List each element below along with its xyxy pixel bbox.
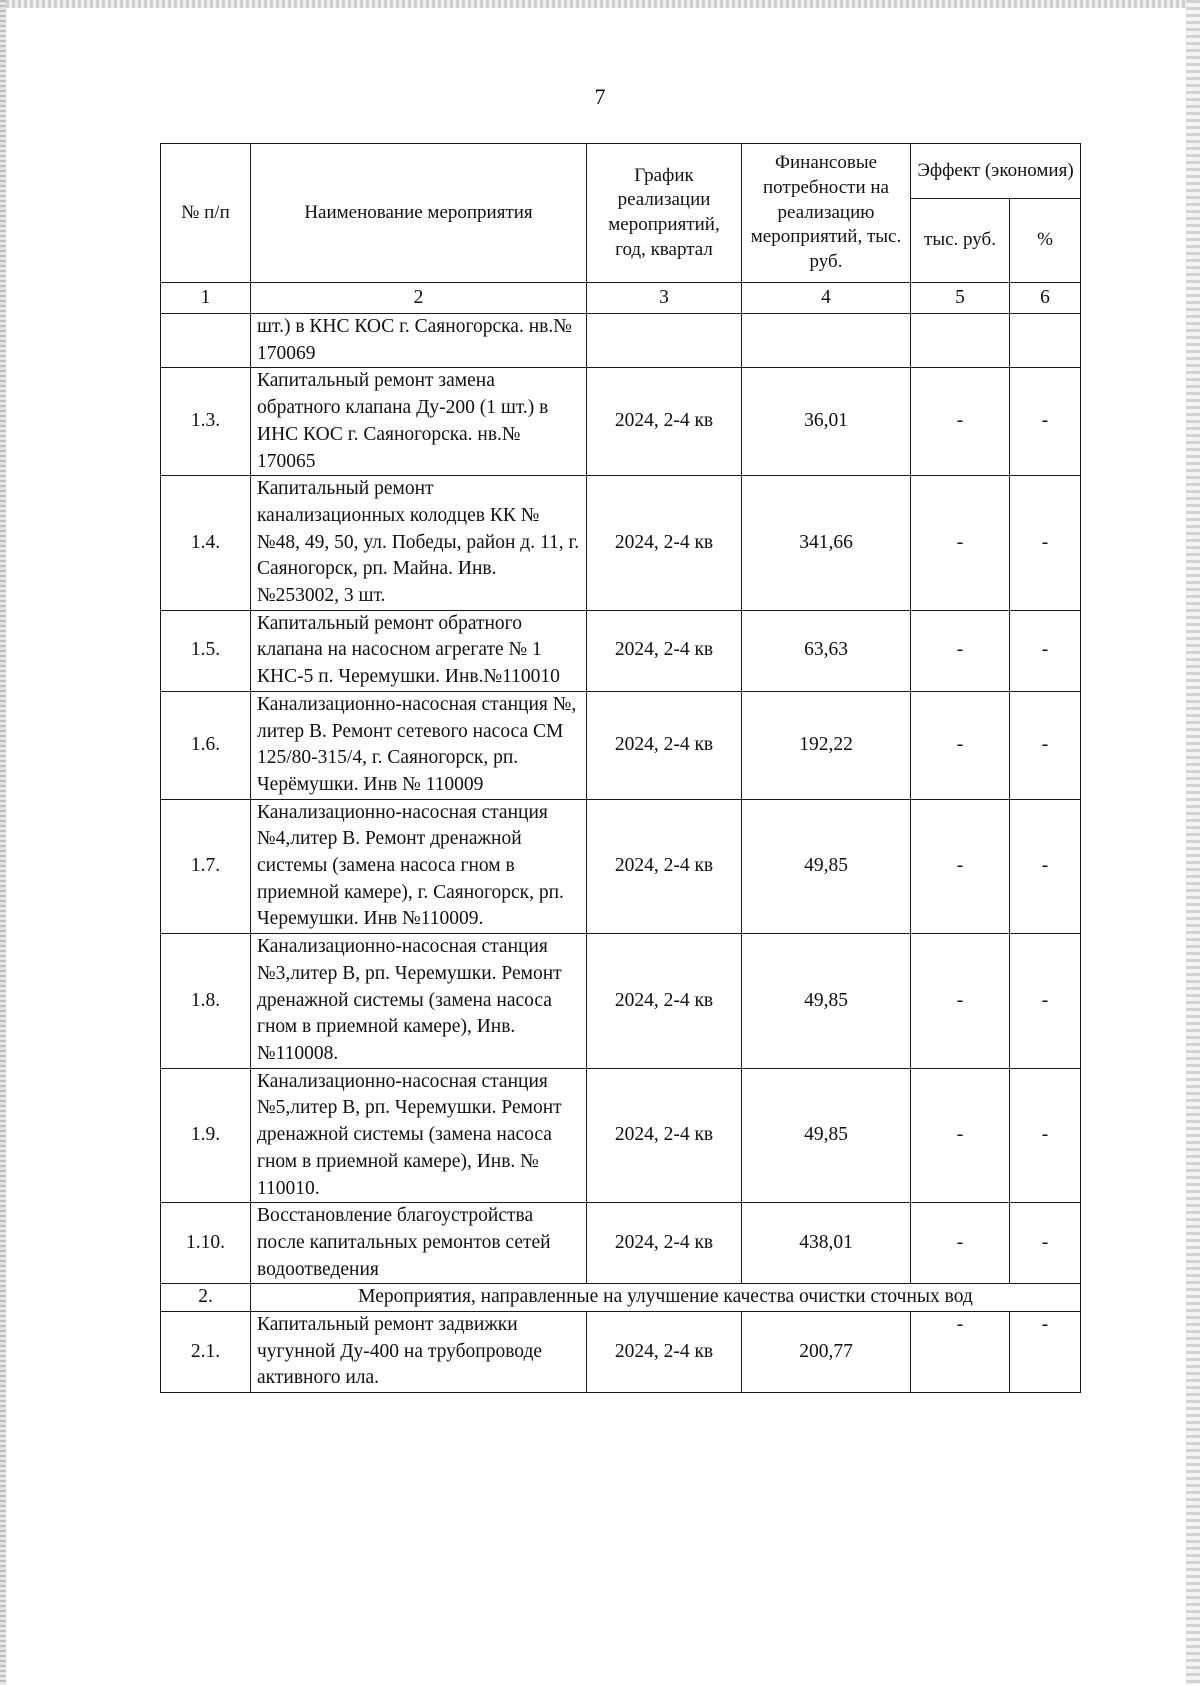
- table-row: [161, 476, 1081, 611]
- row-name: Канализационно-насосная станция №5,литер В, рп. Черемушки. Ремонт дренажной системы (замена насоса гном в приемной камере), Инв. № 110010.: [251, 1068, 587, 1203]
- table-row: [161, 314, 1081, 368]
- row-effect-pct: -: [1010, 368, 1081, 476]
- table-row: [161, 934, 1081, 1069]
- row-effect-rub: -: [911, 610, 1010, 691]
- row-schedule: [587, 314, 742, 368]
- row-name: Капитальный ремонт канализационных колодцев КК №№48, 49, 50, ул. Победы, район д. 11, г. Саяногорск, рп. Майна. Инв. №253002, 3 шт.: [251, 476, 587, 611]
- row-effect-pct: [1010, 314, 1081, 368]
- row-effect-rub: -: [911, 1203, 1010, 1284]
- row-effect-pct: -: [1010, 1312, 1081, 1393]
- table-row: [161, 1312, 1081, 1393]
- row-schedule: 2024, 2-4 кв: [587, 691, 742, 799]
- row-finance: 200,77: [742, 1312, 911, 1393]
- row-schedule: 2024, 2-4 кв: [587, 1203, 742, 1284]
- row-effect-rub: -: [911, 934, 1010, 1069]
- column-number: 5: [911, 283, 1010, 314]
- measures-table: [160, 143, 1081, 1393]
- header-schedule: График реализации мероприятий, год, квартал: [587, 144, 742, 283]
- section-title: Мероприятия, направленные на улучшение качества очистки сточных вод: [251, 1284, 1081, 1312]
- row-finance: [742, 314, 911, 368]
- row-effect-rub: -: [911, 691, 1010, 799]
- row-schedule: 2024, 2-4 кв: [587, 1312, 742, 1393]
- row-name: Канализационно-насосная станция №4,литер В. Ремонт дренажной системы (замена насоса гном в приемной камере), г. Саяногорск, рп. Черемушки. Инв №110009.: [251, 799, 587, 934]
- row-effect-pct: -: [1010, 1068, 1081, 1203]
- page-number: 7: [594, 84, 606, 109]
- scan-edge-left: [0, 0, 6, 1685]
- header-finance: Финансовые потребности на реализацию мероприятий, тыс. руб.: [742, 144, 911, 283]
- scan-edge-top: [0, 0, 1200, 8]
- row-num: 1.8.: [161, 934, 251, 1069]
- row-effect-rub: -: [911, 368, 1010, 476]
- table-header: [161, 144, 1081, 314]
- row-schedule: 2024, 2-4 кв: [587, 476, 742, 611]
- row-effect-rub: -: [911, 1068, 1010, 1203]
- row-schedule: 2024, 2-4 кв: [587, 1068, 742, 1203]
- row-finance: 49,85: [742, 934, 911, 1069]
- row-num: 1.7.: [161, 799, 251, 934]
- row-effect-rub: -: [911, 1312, 1010, 1393]
- column-number: 2: [251, 283, 587, 314]
- section-num: 2.: [161, 1284, 251, 1312]
- row-num: 1.5.: [161, 610, 251, 691]
- row-effect-pct: -: [1010, 934, 1081, 1069]
- row-schedule: 2024, 2-4 кв: [587, 610, 742, 691]
- header-effect-pct: %: [1010, 199, 1081, 283]
- table-row: [161, 610, 1081, 691]
- row-finance: 63,63: [742, 610, 911, 691]
- header-effect: Эффект (экономия): [911, 144, 1081, 199]
- row-name: Восстановление благоустройства после капитальных ремонтов сетей водоотведения: [251, 1203, 587, 1284]
- row-finance: 192,22: [742, 691, 911, 799]
- table-body: [161, 314, 1081, 1393]
- scan-edge-right: [1186, 0, 1200, 1685]
- row-finance: 438,01: [742, 1203, 911, 1284]
- row-effect-pct: -: [1010, 691, 1081, 799]
- row-name: Канализационно-насосная станция №3,литер В, рп. Черемушки. Ремонт дренажной системы (замена насоса гном в приемной камере), Инв. №110008.: [251, 934, 587, 1069]
- row-effect-pct: -: [1010, 1203, 1081, 1284]
- column-number: 4: [742, 283, 911, 314]
- row-schedule: 2024, 2-4 кв: [587, 368, 742, 476]
- section-row: [161, 1284, 1081, 1312]
- row-schedule: 2024, 2-4 кв: [587, 934, 742, 1069]
- column-number: 6: [1010, 283, 1081, 314]
- row-effect-rub: -: [911, 476, 1010, 611]
- row-effect-pct: -: [1010, 799, 1081, 934]
- table-row: [161, 799, 1081, 934]
- row-effect-pct: -: [1010, 476, 1081, 611]
- row-num: 1.6.: [161, 691, 251, 799]
- row-name: шт.) в КНС КОС г. Саяногорска. нв.№ 170069: [251, 314, 587, 368]
- header-num: № п/п: [161, 144, 251, 283]
- row-num: 1.9.: [161, 1068, 251, 1203]
- row-num: [161, 314, 251, 368]
- row-effect-rub: [911, 314, 1010, 368]
- header-effect-rub: тыс. руб.: [911, 199, 1010, 283]
- row-effect-rub: -: [911, 799, 1010, 934]
- column-number: 1: [161, 283, 251, 314]
- table-row: [161, 1203, 1081, 1284]
- table-row: [161, 691, 1081, 799]
- row-finance: 49,85: [742, 1068, 911, 1203]
- row-schedule: 2024, 2-4 кв: [587, 799, 742, 934]
- column-numbers-row: [161, 283, 1081, 314]
- row-name: Капитальный ремонт задвижки чугунной Ду-400 на трубопроводе активного ила.: [251, 1312, 587, 1393]
- row-num: 1.4.: [161, 476, 251, 611]
- row-name: Капитальный ремонт замена обратного клапана Ду-200 (1 шт.) в ИНС КОС г. Саяногорска. нв.№ 170065: [251, 368, 587, 476]
- row-finance: 341,66: [742, 476, 911, 611]
- table-row: [161, 1068, 1081, 1203]
- row-finance: 49,85: [742, 799, 911, 934]
- row-num: 2.1.: [161, 1312, 251, 1393]
- table-row: [161, 368, 1081, 476]
- row-num: 1.10.: [161, 1203, 251, 1284]
- column-number: 3: [587, 283, 742, 314]
- row-num: 1.3.: [161, 368, 251, 476]
- row-name: Капитальный ремонт обратного клапана на насосном агрегате № 1 КНС-5 п. Черемушки. Инв.№110010: [251, 610, 587, 691]
- row-effect-pct: -: [1010, 610, 1081, 691]
- row-name: Канализационно-насосная станция №, литер В. Ремонт сетевого насоса СМ 125/80-315/4, г. Саяногорск, рп. Черёмушки. Инв № 110009: [251, 691, 587, 799]
- header-name: Наименование мероприятия: [251, 144, 587, 283]
- row-finance: 36,01: [742, 368, 911, 476]
